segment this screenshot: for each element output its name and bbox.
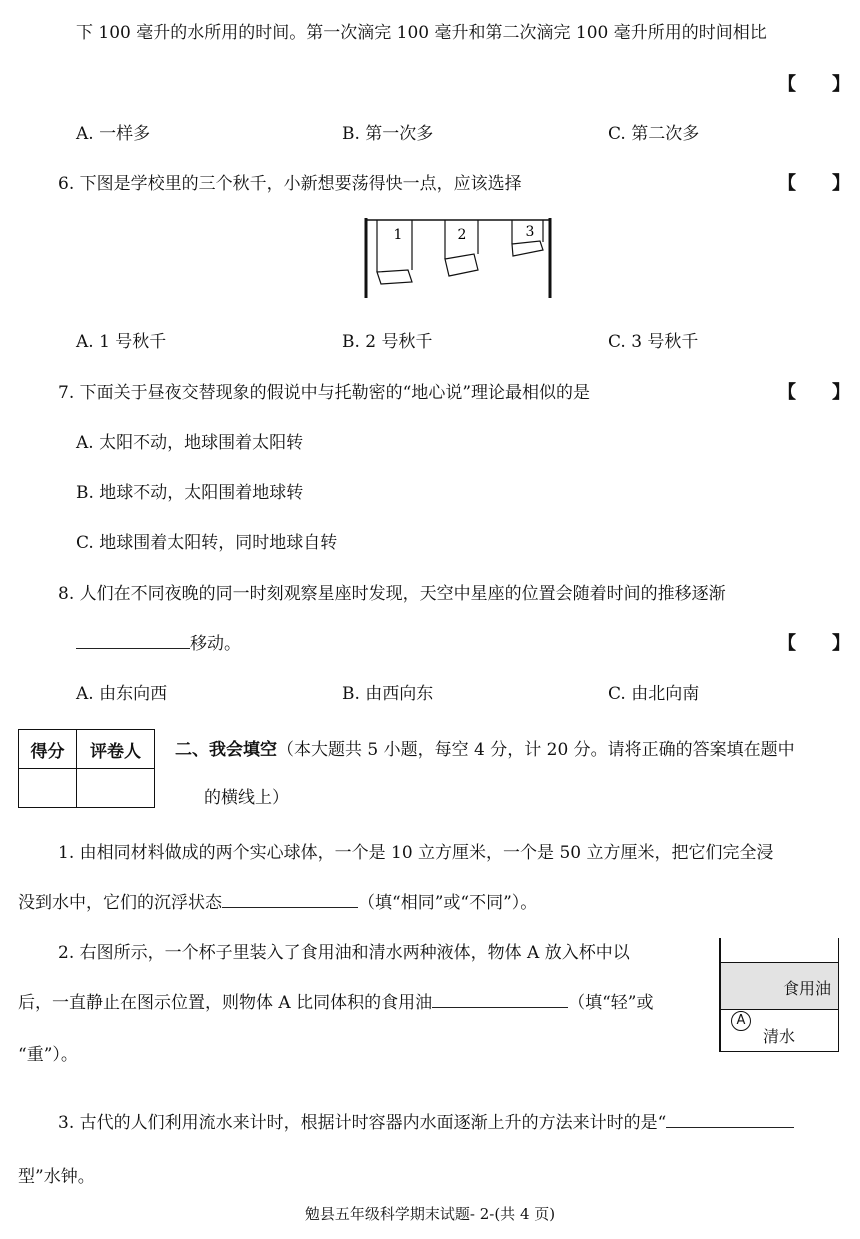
fill1-answer-blank[interactable] [222, 906, 358, 908]
q6-option-c: C. 3 号秋千 [608, 332, 699, 352]
swing-3 [512, 220, 543, 256]
fill3-line1 [58, 1108, 794, 1133]
fill3-answer-blank[interactable] [666, 1126, 794, 1128]
fill2-line2-suffix: （填“轻”或 [568, 993, 654, 1013]
q8-option-b: B. 由西向东 [342, 684, 434, 704]
q8-line2-suffix: 移动。 [190, 634, 241, 654]
fill2-line1: 2. 右图所示，一个杯子里装入了食用油和清水两种液体，物体 A 放入杯中以 [58, 943, 630, 963]
swing-2 [445, 220, 478, 276]
swing-1-label: 1 [393, 227, 403, 243]
section2-title: 二、我会填空 [175, 740, 277, 760]
q8-option-a: A. 由东向西 [76, 684, 168, 704]
q8-answer-blank[interactable] [76, 647, 190, 649]
section2-heading [175, 735, 795, 760]
object-a: A [731, 1011, 751, 1031]
q7-option-a: A. 太阳不动，地球围着太阳转 [76, 433, 304, 453]
grader-header: 评卷人 [77, 730, 155, 769]
q5-answer-bracket[interactable]: 【 】 [778, 74, 850, 95]
grader-cell[interactable] [77, 769, 155, 808]
q7-answer-bracket[interactable]: 【 】 [778, 382, 850, 403]
fill3-line2: 型”水钟。 [18, 1167, 95, 1187]
q5-option-b: B. 第一次多 [342, 124, 434, 144]
score-cell[interactable] [19, 769, 77, 808]
score-table [18, 729, 155, 808]
section2-desc-line2: 的横线上） [204, 788, 289, 808]
q6-answer-bracket[interactable]: 【 】 [778, 173, 850, 194]
fill1-line2-suffix: （填“相同”或“不同”）。 [358, 893, 538, 913]
q7-option-b: B. 地球不动，太阳围着地球转 [76, 483, 304, 503]
q5-option-a: A. 一样多 [76, 124, 151, 144]
q6-option-b: B. 2 号秋千 [342, 332, 433, 352]
cup-figure [719, 938, 839, 1052]
swing-3-label: 3 [525, 224, 535, 240]
fill1-line2 [18, 888, 537, 913]
q6-stem: 6. 下图是学校里的三个秋千，小新想要荡得快一点，应该选择 [58, 174, 522, 194]
fill1-line2-prefix: 没到水中，它们的沉浮状态 [18, 893, 222, 913]
score-header: 得分 [19, 730, 77, 769]
swing-2-label: 2 [457, 227, 467, 243]
q7-stem: 7. 下面关于昼夜交替现象的假说中与托勒密的“地心说”理论最相似的是 [58, 383, 591, 403]
oil-label: 食用油 [782, 979, 831, 998]
fill2-line3: “重”）。 [18, 1045, 78, 1065]
q5-stem-line: 下 100 毫升的水所用的时间。第一次滴完 100 毫升和第二次滴完 100 毫升所用的时间相比 [76, 23, 767, 43]
fill3-line1-text: 3. 古代的人们利用流水来计时，根据计时容器内水面逐渐上升的方法来计时的是“ [58, 1113, 667, 1133]
swing-1 [377, 220, 412, 284]
water-label: 清水 [763, 1027, 796, 1046]
q8-stem: 8. 人们在不同夜晚的同一时刻观察星座时发现，天空中星座的位置会随着时间的推移逐渐 [58, 584, 726, 604]
fill1-line1: 1. 由相同材料做成的两个实心球体，一个是 10 立方厘米，一个是 50 立方厘米，把它们完全浸 [58, 843, 774, 863]
section2-desc-line1: （本大题共 5 小题，每空 4 分，计 20 分。请将正确的答案填在题中 [277, 740, 795, 760]
fill2-line2 [18, 988, 653, 1013]
swing-figure [360, 212, 560, 302]
q5-option-c: C. 第二次多 [608, 124, 700, 144]
q8-option-c: C. 由北向南 [608, 684, 700, 704]
fill2-answer-blank[interactable] [432, 1006, 568, 1008]
cup-bottom [719, 1051, 839, 1053]
q8-answer-bracket[interactable]: 【 】 [778, 633, 850, 654]
cup-right-wall [838, 938, 840, 1052]
q6-option-a: A. 1 号秋千 [76, 332, 167, 352]
fill2-line2-prefix: 后，一直静止在图示位置，则物体 A 比同体积的食用油 [18, 993, 433, 1013]
page-footer: 勉县五年级科学期末试题- 2-(共 4 页) [304, 1205, 556, 1223]
q7-option-c: C. 地球围着太阳转，同时地球自转 [76, 533, 338, 553]
q8-line2 [76, 629, 241, 654]
